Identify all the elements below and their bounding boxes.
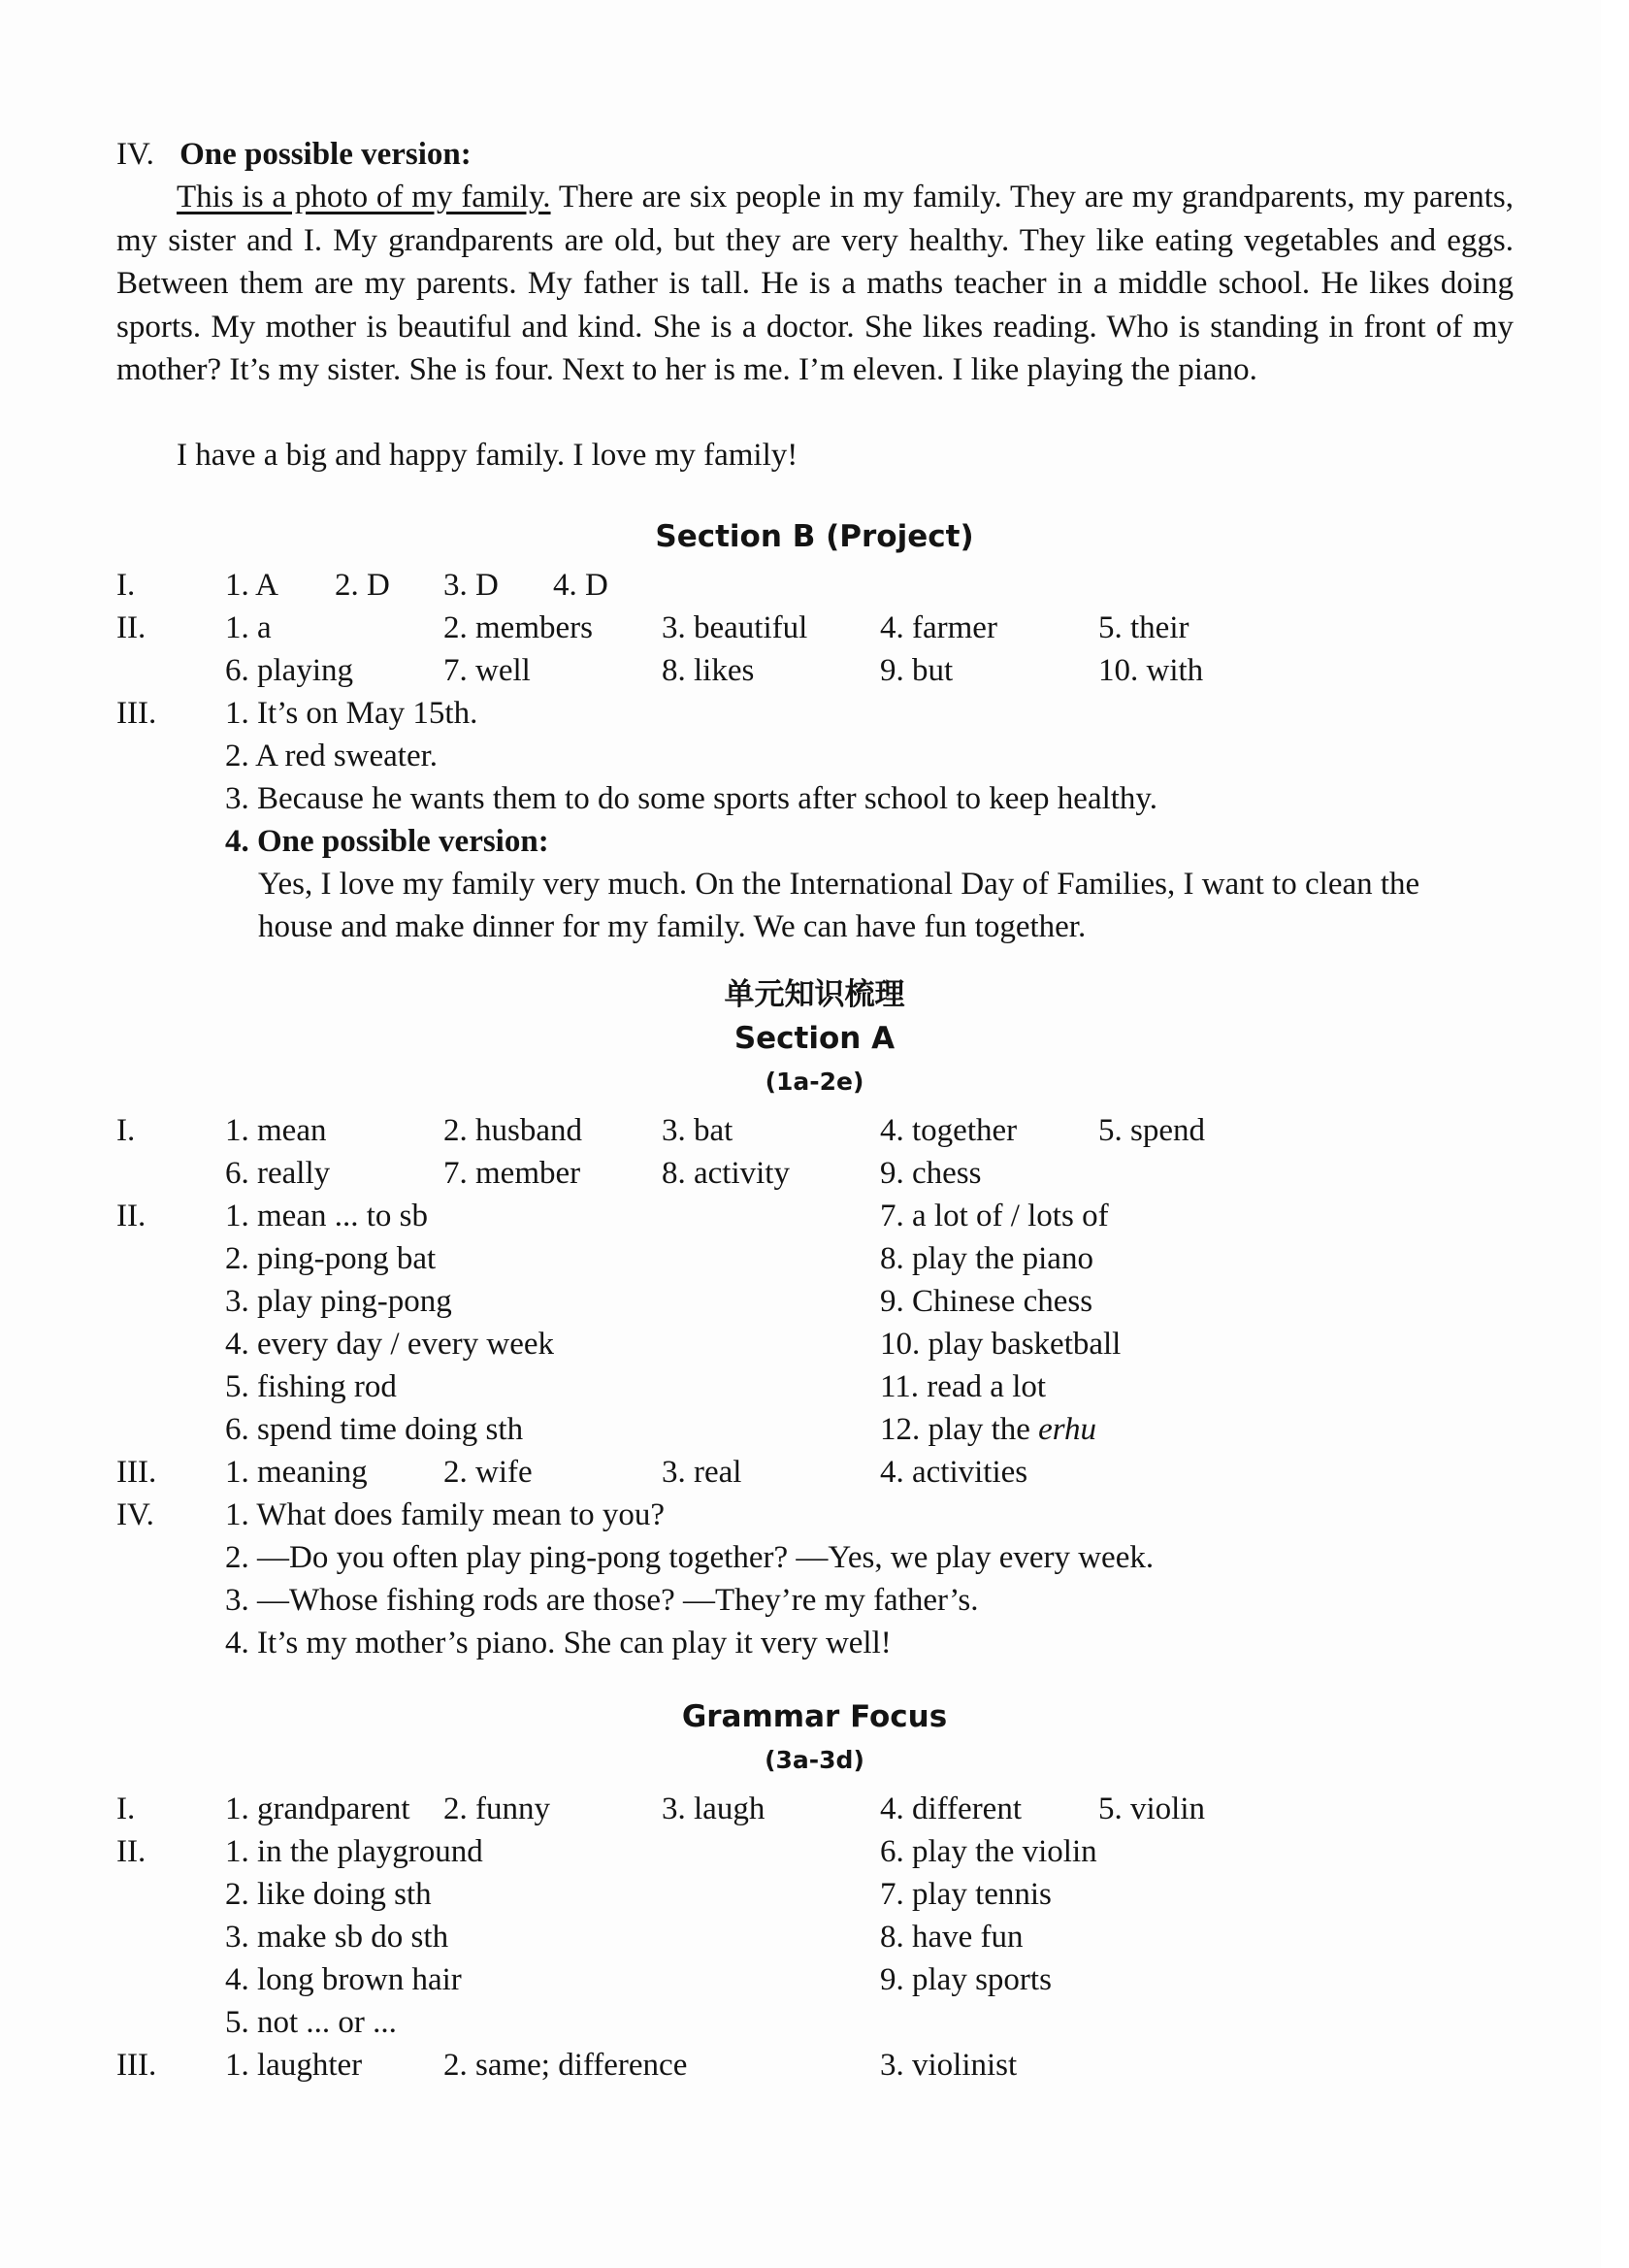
gf-iii-item: 2. same; difference: [443, 2048, 688, 2083]
sa-ii-item: 3. play ping-pong: [225, 1284, 452, 1319]
sa-i-item: 5. spend: [1098, 1113, 1205, 1148]
sb-ii-item: 9. but: [880, 653, 954, 688]
sa-iii-item: 4. activities: [880, 1455, 1028, 1490]
sa-ii-item: 10. play basketball: [880, 1327, 1122, 1362]
sb-ii-label: II.: [116, 610, 147, 645]
grammar-focus-range: (3a-3d): [765, 1746, 864, 1774]
sa-i-item: 7. member: [443, 1156, 581, 1191]
sa-i-item: 6. really: [225, 1156, 331, 1191]
unit-summary-title: 单元知识梳理: [724, 977, 905, 1012]
sb-ii-item: 10. with: [1098, 653, 1204, 688]
sb-ii-item: 1. a: [225, 610, 272, 645]
sa-ii-item: 8. play the piano: [880, 1241, 1093, 1276]
sb-ii-item: 3. beautiful: [662, 610, 808, 645]
sb-iii-item: 2. A red sweater.: [225, 739, 439, 773]
gf-ii-item: 4. long brown hair: [225, 1962, 462, 1997]
sb-ii-item: 2. members: [443, 610, 593, 645]
sa-iv-item: 1. What does family mean to you?: [225, 1497, 666, 1532]
gf-ii-item: 7. play tennis: [880, 1877, 1052, 1912]
sb-iii-item-4-label: 4. One possible version:: [225, 824, 549, 859]
sa-i-item: 8. activity: [662, 1156, 790, 1191]
paragraph-1-text: There are six people in my family. They are my grandparents, my parents, my sister and I. My grandparents are old, but they are very healthy. They like eating vegetables and eggs. Between them are my parents. My father is tall. He is a maths teacher in a middle school. He likes doing sports. My mother is beautiful and kind. She is a doctor. She likes reading. Who is standing in front of my mother? It’s my sister. She is four. Next to her is me. I’m eleven. I like playing the piano.: [116, 180, 1514, 387]
sa-iv-label: IV.: [116, 1497, 154, 1532]
sa-i-item: 1. mean: [225, 1113, 327, 1148]
sa-ii-item: 7. a lot of / lots of: [880, 1199, 1109, 1233]
section-a-range: (1a-2e): [765, 1068, 864, 1096]
gf-ii-item: 2. like doing sth: [225, 1877, 432, 1912]
gf-iii-item: 3. violinist: [880, 2048, 1018, 2083]
gf-iii-label: III.: [116, 2048, 157, 2083]
sb-ii-item: 4. farmer: [880, 610, 997, 645]
gf-ii-item: 6. play the violin: [880, 1834, 1097, 1869]
sa-ii-item: 4. every day / every week: [225, 1327, 555, 1362]
part-iv-heading: One possible version:: [179, 137, 472, 172]
sb-i-item: 3. D: [443, 568, 499, 603]
sb-ii-item: 6. playing: [225, 653, 353, 688]
sa-ii-item: [880, 1408, 1096, 1451]
gf-i-label: I.: [116, 1791, 136, 1826]
grammar-focus-title: Grammar Focus: [681, 1699, 948, 1734]
sa-i-item: 2. husband: [443, 1113, 582, 1148]
gf-i-item: 3. laugh: [662, 1791, 766, 1826]
section-b-title: Section B (Project): [655, 519, 974, 554]
sa-i-item: 4. together: [880, 1113, 1018, 1148]
part-iv-header: [116, 133, 472, 176]
section-a-title: Section A: [733, 1021, 896, 1056]
sb-iii-item: 3. Because he wants them to do some sports after school to keep healthy.: [225, 781, 1158, 816]
sa-i-item: 3. bat: [662, 1113, 733, 1148]
sa-ii-item: 9. Chinese chess: [880, 1284, 1093, 1319]
part-iv-paragraph-2: I have a big and happy family. I love my family!: [177, 438, 798, 473]
gf-i-item: 4. different: [880, 1791, 1023, 1826]
gf-i-item: 1. grandparent: [225, 1791, 410, 1826]
sa-ii-item-italic: erhu: [1038, 1412, 1097, 1447]
sa-iii-item: 1. meaning: [225, 1455, 368, 1490]
sb-i-item: 4. D: [553, 568, 608, 603]
sa-iv-item: 2. —Do you often play ping-pong together? —Yes, we play every week.: [225, 1540, 1155, 1575]
underlined-opening-sentence: This is a photo of my family.: [177, 180, 551, 214]
gf-ii-item: 1. in the playground: [225, 1834, 483, 1869]
sa-iii-item: 2. wife: [443, 1455, 533, 1490]
sb-i-item: 2. D: [335, 568, 390, 603]
sb-iii-label: III.: [116, 696, 157, 731]
sb-i-label: I.: [116, 568, 136, 603]
part-iv-paragraph-1: [116, 176, 1514, 392]
sa-i-item: 9. chess: [880, 1156, 982, 1191]
sa-ii-item: 2. ping-pong bat: [225, 1241, 437, 1276]
sb-iii-item-4-line: Yes, I love my family very much. On the International Day of Families, I want to clean the: [258, 867, 1420, 902]
gf-iii-item: 1. laughter: [225, 2048, 363, 2083]
sa-iii-item: 3. real: [662, 1455, 742, 1490]
sa-ii-item: 1. mean ... to sb: [225, 1199, 428, 1233]
gf-ii-item: 8. have fun: [880, 1920, 1024, 1955]
sb-iii-item: 1. It’s on May 15th.: [225, 696, 478, 731]
sa-ii-item: 11. read a lot: [880, 1369, 1047, 1404]
sb-i-item: 1. A: [225, 568, 279, 603]
sa-ii-item: 5. fishing rod: [225, 1369, 397, 1404]
gf-ii-item: 9. play sports: [880, 1962, 1052, 1997]
sb-ii-item: 7. well: [443, 653, 531, 688]
gf-ii-label: II.: [116, 1834, 147, 1869]
gf-i-item: 5. violin: [1098, 1791, 1206, 1826]
sa-iii-label: III.: [116, 1455, 157, 1490]
sb-ii-item: 8. likes: [662, 653, 755, 688]
sa-ii-item-text: 12. play the: [880, 1412, 1039, 1447]
part-iv-numeral: IV.: [116, 137, 154, 172]
gf-ii-item: 3. make sb do sth: [225, 1920, 449, 1955]
sa-i-label: I.: [116, 1113, 136, 1148]
sa-ii-item: 6. spend time doing sth: [225, 1412, 524, 1447]
sb-iii-item-4-line: house and make dinner for my family. We can have fun together.: [258, 909, 1087, 944]
gf-ii-item: 5. not ... or ...: [225, 2005, 397, 2040]
gf-i-item: 2. funny: [443, 1791, 550, 1826]
sa-iv-item: 3. —Whose fishing rods are those? —They’re my father’s.: [225, 1583, 979, 1618]
sa-ii-label: II.: [116, 1199, 147, 1233]
sb-ii-item: 5. their: [1098, 610, 1189, 645]
sa-iv-item: 4. It’s my mother’s piano. She can play it very well!: [225, 1626, 892, 1660]
